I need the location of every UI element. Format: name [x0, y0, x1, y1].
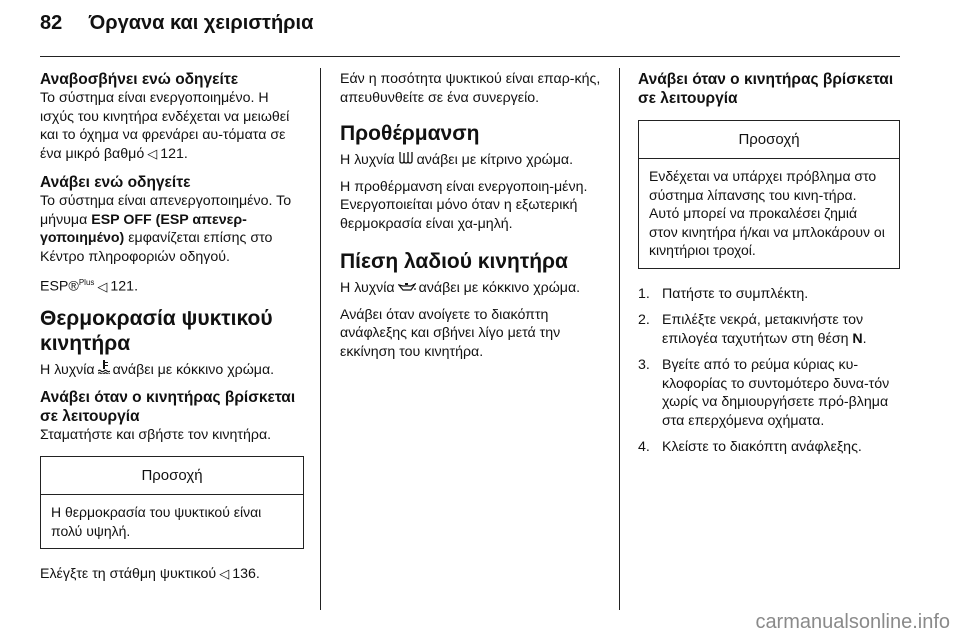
page-reference[interactable]: 121. — [110, 278, 139, 295]
column-divider — [320, 68, 321, 610]
body-text: Η λυχνία — [340, 152, 395, 168]
page-reference-icon: ◁ — [219, 566, 230, 582]
step-number: 1. — [638, 285, 650, 302]
body-text: ανάβει με κίτρινο χρώμα. — [416, 152, 574, 168]
column-divider — [619, 68, 620, 610]
page-header — [40, 12, 313, 52]
page-reference[interactable]: 136. — [232, 566, 260, 583]
page-reference-icon: ◁ — [97, 278, 108, 294]
section-heading: Ανάβει όταν ο κινητήρας βρίσκεται σε λειτουργία — [638, 71, 894, 107]
body-text: Εάν η ποσότητα ψυκτικού είναι επαρ-κής, απευθυνθείτε σε ένα συνεργείο. — [340, 71, 601, 106]
page-reference[interactable]: 121. — [160, 145, 188, 162]
body-text: ανάβει με κόκκινο χρώμα. — [418, 280, 581, 296]
body-text: Ανάβει όταν ανοίγετε το διακόπτη ανάφλεξης και σβήνει λίγο μετά την εκκίνηση του κινητήρα. — [340, 306, 561, 360]
body-text: Ελέγξτε τη στάθμη ψυκτικού — [40, 566, 217, 583]
column-2 — [340, 70, 606, 369]
display-message: ESP OFF (ESP απενερ-γοποιημένο) — [40, 211, 247, 246]
page-title: Όργανα και χειριστήρια — [88, 12, 314, 34]
step-number: 3. — [638, 357, 650, 373]
gear-position: N — [852, 330, 863, 347]
body-text: Η λυχνία — [40, 362, 95, 379]
section-heading: Ανάβει όταν ο κινητήρας βρίσκεται σε λειτουργία — [40, 388, 296, 425]
esp-superscript: Plus — [78, 278, 95, 287]
body-text: Η λυχνία — [340, 280, 395, 296]
body-text: Σταματήστε και σβήστε τον κινητήρα. — [40, 426, 272, 443]
list-item — [638, 311, 900, 348]
body-text: Η προθέρμανση είναι ενεργοποιη-μένη. Ενεργοποιείται μόνο όταν η εξωτερική θερμοκρασία είναι χα-μηλή. — [340, 178, 588, 232]
step-text: Βγείτε από το ρεύμα κύριας κυ-κλοφορίας το συντομότερο δυνα-τόν χωρίς να δημιουργήσετε πρό-βλημα στα επερχόμενα οχήματα. — [662, 357, 890, 429]
coolant-temperature-icon — [98, 360, 110, 379]
section-title: Θερμοκρασία ψυκτικού κινητήρα — [40, 307, 273, 356]
step-text: Επιλέξτε νεκρά, μετακινήστε τον επιλογέα ταχυτήτων στη θέση — [662, 312, 864, 347]
esp-label: ESP® — [40, 278, 79, 295]
page-reference-icon: ◁ — [147, 145, 158, 161]
caution-label: Προσοχή — [41, 457, 303, 495]
column-3 — [638, 70, 900, 465]
list-item — [638, 285, 900, 304]
section-title: Πίεση λαδιού κινητήρα — [340, 250, 568, 273]
section-title: Προθέρμανση — [340, 122, 480, 145]
caution-box — [40, 456, 304, 549]
caution-text: Ενδέχεται να υπάρχει πρόβλημα στο σύστημα λίπανσης του κινη-τήρα. Αυτό μπορεί να προκαλέσει ζημιά στον κινητήρα ή/και να μπλοκάρουν οι κινητήριοι τροχοί. — [649, 168, 885, 258]
caution-box — [638, 120, 900, 269]
steps-list — [638, 285, 900, 457]
step-text: . — [862, 330, 867, 347]
section-heading: Αναβοσβήνει ενώ οδηγείτε — [40, 71, 239, 88]
list-item — [638, 356, 900, 430]
caution-text: Η θερμοκρασία του ψυκτικού είναι πολύ υψηλή. — [51, 504, 262, 539]
step-text: Πατήστε το συμπλέκτη. — [662, 285, 809, 302]
oil-can-icon — [398, 278, 416, 297]
section-heading: Ανάβει ενώ οδηγείτε — [40, 174, 191, 191]
body-text: εμφανίζεται επίσης στο Κέντρο πληροφοριών οδηγού. — [40, 230, 273, 265]
preheat-coil-icon — [398, 150, 414, 169]
body-text: ανάβει με κόκκινο χρώμα. — [112, 362, 275, 379]
caution-label: Προσοχή — [639, 121, 899, 159]
body-text: Το σύστημα είναι απενεργοποιημένο. Το μήνυμα — [40, 193, 292, 228]
header-rule — [40, 56, 900, 57]
list-item — [638, 438, 900, 457]
body-text: Το σύστημα είναι ενεργοποιημένο. Η ισχύς του κινητήρα ενδέχεται να μειωθεί και το όχημα να φρενάρει αυ-τόματα σε ένα μικρό βαθμό — [40, 90, 290, 162]
step-number: 2. — [638, 312, 650, 328]
step-text: Κλείστε το διακόπτη ανάφλεξης. — [662, 439, 862, 455]
page-number: 82 — [40, 12, 63, 34]
step-number: 4. — [638, 439, 650, 455]
column-1 — [40, 70, 304, 592]
watermark: carmanualsonline.info — [755, 611, 950, 633]
